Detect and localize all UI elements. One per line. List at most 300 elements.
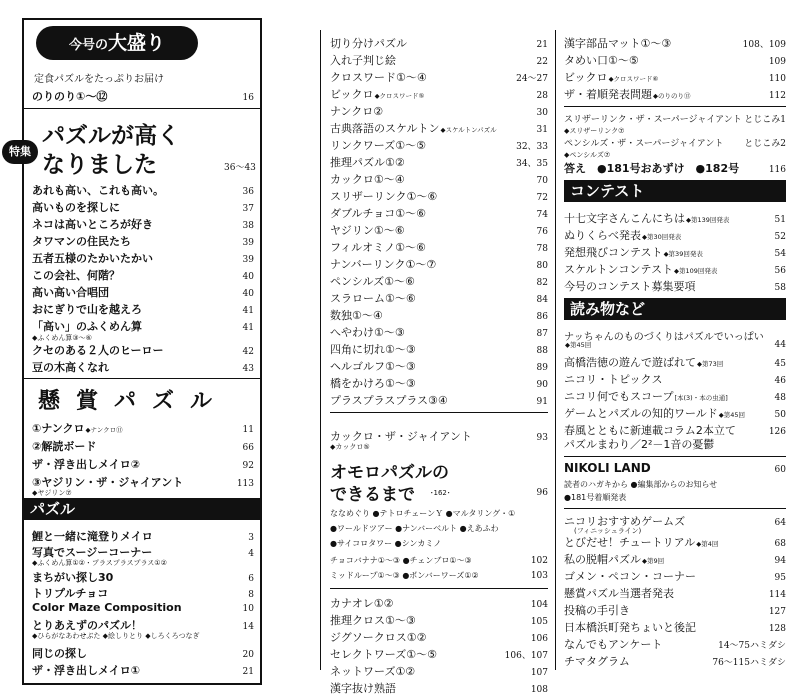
page-number: 8 <box>248 590 254 600</box>
page-number: 40 <box>242 289 254 299</box>
item-title: 推理クロス①～③ <box>330 614 416 627</box>
divider <box>330 588 548 589</box>
norinori-page: 16 <box>242 93 254 103</box>
page-number: 89 <box>536 363 548 373</box>
item-title: 春風とともに新連載コラム2本立て <box>564 424 736 437</box>
item-title: ナッちゃんのものづくりはパズルでいっぱい <box>564 332 764 343</box>
page-number: 60 <box>774 465 786 475</box>
item-title: 橋をかけろ①～③ <box>330 377 416 390</box>
list-item[interactable] <box>564 636 786 651</box>
item-title: ビックロ <box>564 71 608 84</box>
list-item[interactable] <box>330 570 548 585</box>
list-item[interactable] <box>32 359 254 374</box>
omoro-title-1: オモロパズルの <box>330 463 449 483</box>
page-number: 40 <box>242 272 254 282</box>
item-title: ネットワーズ①② <box>330 665 416 678</box>
page-number: 91 <box>536 397 548 407</box>
list-item[interactable] <box>564 227 786 242</box>
item-title: ジグソークロス①② <box>330 631 427 644</box>
list-item[interactable] <box>330 35 548 50</box>
item-title: 投稿の手引き <box>564 604 630 617</box>
list-item[interactable] <box>32 250 254 265</box>
page-number: 116 <box>768 165 786 175</box>
page-number: 94 <box>774 556 786 566</box>
page-number: 21 <box>242 667 254 677</box>
page-number: 126 <box>768 427 786 437</box>
page-number: とじこみ2 <box>744 139 786 149</box>
page-number: 44 <box>774 340 786 350</box>
item-title: チョコバナナ①～③ ●チェンブロ①～③ <box>330 556 472 565</box>
page-number: 3 <box>248 533 254 543</box>
nikoli-line: ●181号着順発表 <box>564 493 627 502</box>
omoro-title-2: できるまで <box>330 485 415 505</box>
item-note: ◆第4回 <box>696 540 719 548</box>
list-item-sub: (フィニッシュライン) <box>574 527 642 535</box>
list-item[interactable] <box>32 342 254 357</box>
list-item[interactable] <box>330 52 548 67</box>
norinori-row[interactable] <box>32 88 254 103</box>
item-title: スリザーリンク①～⑥ <box>330 190 438 203</box>
item-note: ◆クロスワード⑥ <box>608 75 659 83</box>
list-item[interactable] <box>32 585 254 600</box>
item-title: 四角に切れ①～③ <box>330 343 416 356</box>
list-item[interactable] <box>564 388 786 403</box>
item-title: プラスプラスプラス③④ <box>330 394 448 407</box>
page-number: 90 <box>536 380 548 390</box>
item-note: ◆第109回発表 <box>674 267 718 275</box>
page-number: 50 <box>774 410 786 420</box>
feature-pages: 36～43 <box>224 163 256 173</box>
list-item[interactable] <box>330 358 548 373</box>
page-number: 78 <box>536 244 548 254</box>
page-number: 107 <box>530 668 548 678</box>
list-item-sub: ◆ペンシルズ⑦ <box>564 151 611 159</box>
feature-title-1: パズルが高く <box>42 123 180 149</box>
list-item[interactable] <box>330 273 548 288</box>
item-title: 写真でスージーコーナー <box>32 546 153 559</box>
item-title: クセのある２人のヒーロー <box>32 344 164 357</box>
page-number: 20 <box>242 650 254 660</box>
list-item[interactable] <box>330 392 548 407</box>
answers-row[interactable] <box>564 160 786 175</box>
list-item[interactable] <box>330 595 548 610</box>
item-note: ◆第9回 <box>642 557 665 565</box>
page-number: 95 <box>774 573 786 583</box>
item-title: Color Maze Composition <box>32 601 182 614</box>
item-title: へやわけ①～③ <box>330 326 405 339</box>
page-number: 103 <box>530 571 548 581</box>
page-number: 39 <box>242 238 254 248</box>
item-title: スリザーリンク・ザ・スーパージャイアント <box>564 115 742 125</box>
norinori-title: のりのり①～⑫ <box>32 90 108 103</box>
list-item-sub: ◆ひらがなあわせぶた ◆絵しりとり ◆しろくろつなぎ <box>32 632 200 640</box>
list-item[interactable] <box>564 534 786 549</box>
column-divider <box>555 30 556 670</box>
item-title: ヘルゴルフ①～③ <box>330 360 416 373</box>
list-item[interactable] <box>330 205 548 220</box>
list-item[interactable] <box>32 456 254 471</box>
item-title: 切り分けパズル <box>330 37 407 50</box>
page-number: 30 <box>536 108 548 118</box>
list-item-meta <box>564 340 786 355</box>
item-title: カックロ①～④ <box>330 173 405 186</box>
page-number: 93 <box>536 433 548 443</box>
item-title: リンクワーズ①～⑤ <box>330 139 426 152</box>
item-title: 入れ子判じ絵 <box>330 54 396 67</box>
item-title: 高橋浩徳の遊んで遊ばれて <box>564 356 696 369</box>
page-number: 48 <box>774 393 786 403</box>
list-item[interactable] <box>330 612 548 627</box>
list-item-sub: ◆ヤジリン⑦ <box>32 489 72 497</box>
list-item[interactable] <box>330 646 548 661</box>
list-item[interactable] <box>564 568 786 583</box>
item-title: ナンクロ② <box>330 105 384 118</box>
list-item[interactable] <box>330 137 548 152</box>
item-title: 「高い」のふくめん算 <box>32 320 142 333</box>
list-item[interactable] <box>32 544 254 559</box>
item-note: ◆スケルトンパズル <box>440 126 497 134</box>
item-title: ペンシルズ・ザ・スーパージャイアント <box>564 139 724 149</box>
item-title: まちがい探し30 <box>32 571 114 584</box>
page-number: 11 <box>242 425 254 435</box>
item-title: クロスワード①～④ <box>330 71 427 84</box>
list-item-sub: ◆ふくめん算③～⑥ <box>32 334 92 342</box>
list-item[interactable] <box>32 318 254 333</box>
page-number: 4 <box>248 549 254 559</box>
page-number: 87 <box>536 329 548 339</box>
list-item[interactable] <box>564 619 786 634</box>
item-title: ダブルチョコ①～⑥ <box>330 207 426 220</box>
page-number: 43 <box>242 364 254 374</box>
page-number: 68 <box>774 539 786 549</box>
item-note: [本(3)・本の虫通] <box>674 394 728 402</box>
list-item[interactable] <box>564 653 786 668</box>
list-item[interactable] <box>330 663 548 678</box>
page-number: 39 <box>242 255 254 265</box>
item-title: 鯉と一緒に滝登りメイロ <box>32 530 153 543</box>
list-item[interactable] <box>330 555 548 570</box>
list-item[interactable] <box>330 680 548 695</box>
item-title: おにぎりで山を越えろ <box>32 303 142 316</box>
page-number: 64 <box>774 518 786 528</box>
contest-section-bar: コンテスト <box>564 180 786 202</box>
list-item[interactable] <box>330 341 548 356</box>
page-number: 70 <box>536 176 548 186</box>
item-title: ペンシルズ①～⑥ <box>330 275 415 288</box>
page-number: 36 <box>242 187 254 197</box>
page-number: 105 <box>530 617 548 627</box>
nikoli-land-row[interactable] <box>564 461 786 476</box>
item-title: ゲームとパズルの知的ワールド <box>564 407 718 420</box>
list-item[interactable] <box>564 69 786 84</box>
item-title: セレクトワーズ①～⑤ <box>330 648 437 661</box>
list-item-sub: ◆カックロ⑤ <box>330 443 370 451</box>
feature-title-2: なりました <box>42 152 157 178</box>
header-lead: 定食パズルをたっぷりお届け <box>34 74 164 85</box>
list-item[interactable] <box>330 188 548 203</box>
page-number: 92 <box>242 461 254 471</box>
page-number: 31 <box>536 125 548 135</box>
issue-title-big: 大盛り <box>108 32 166 54</box>
puzzle-section-bar: パズル <box>24 498 260 520</box>
list-item[interactable] <box>330 154 548 169</box>
item-title: 五者五様のたかいたかい <box>32 252 153 265</box>
page-number: 51 <box>774 215 786 225</box>
list-item[interactable] <box>330 171 548 186</box>
item-title: ニコリおすすめゲームズ <box>564 515 686 528</box>
item-title: ナンバーリンク①～⑦ <box>330 258 437 271</box>
list-item[interactable] <box>330 120 548 135</box>
item-title: タワマンの住民たち <box>32 235 131 248</box>
page-number: 38 <box>242 221 254 231</box>
item-title: 同じの探し <box>32 647 87 660</box>
list-item[interactable] <box>32 284 254 299</box>
list-item[interactable] <box>330 290 548 305</box>
item-title: ザ・浮き出しメイロ② <box>32 458 141 471</box>
column-divider <box>320 30 321 670</box>
omoro-line: ●ワールドツアー ●ナンバーベルト ●えあふわ <box>330 524 499 533</box>
page-number: 74 <box>536 210 548 220</box>
page-number: 22 <box>536 57 548 67</box>
item-title: あれも高い、これも高い。 <box>32 184 164 197</box>
item-title: チマタグラム <box>564 655 630 668</box>
page-number: 88 <box>536 346 548 356</box>
page-number: 21 <box>536 40 548 50</box>
list-item[interactable] <box>32 474 254 489</box>
list-item[interactable] <box>564 422 786 437</box>
item-title: とびだせ！チュートリアル <box>564 536 696 549</box>
page-number: 34、35 <box>516 159 548 169</box>
divider <box>24 108 260 109</box>
left-column <box>9 18 262 685</box>
page-number: 52 <box>774 232 786 242</box>
list-item[interactable] <box>32 438 254 453</box>
item-note: ◆のりのり⑬ <box>653 92 691 100</box>
item-note: ◆第45回 <box>565 341 592 349</box>
issue-title-badge <box>36 26 198 60</box>
item-title: 数独①～④ <box>330 309 383 322</box>
page-number: 14 <box>242 622 254 632</box>
page-number: 37 <box>242 204 254 214</box>
list-item[interactable] <box>330 375 548 390</box>
page-number: 112 <box>768 91 786 101</box>
item-title: ニコリ・トピックス <box>564 373 663 386</box>
list-item[interactable] <box>32 662 254 677</box>
page-number: 41 <box>242 323 254 333</box>
item-title: ミッドループ①～③ ●ボンバーワーズ①② <box>330 571 479 580</box>
page-number: 76～115ハミダシ <box>712 658 786 668</box>
item-note: ◆第30回発表 <box>642 233 682 241</box>
page-number: 10 <box>242 604 254 614</box>
item-title: ニコリ何でもスコープ <box>564 390 674 403</box>
page-number: 41 <box>242 306 254 316</box>
item-title: 古典落語のスケルトン <box>330 122 440 135</box>
item-note: ◆第39回発表 <box>663 250 703 258</box>
list-item[interactable] <box>32 301 254 316</box>
list-item[interactable] <box>564 602 786 617</box>
divider <box>564 508 786 509</box>
item-note: ◆第45回 <box>718 411 746 419</box>
item-title: 十七文字さんこんにちは <box>564 212 685 225</box>
item-title: ネコは高いところが好き <box>32 218 153 231</box>
item-title: ザ・浮き出しメイロ① <box>32 664 141 677</box>
item-title: 漢字部品マット①～③ <box>564 37 672 50</box>
page-number: 86 <box>536 312 548 322</box>
item-title: 日本橋浜町発ちょいと後記 <box>564 621 696 634</box>
list-item-sub: ◆スリザーリンク⑦ <box>564 127 625 135</box>
item-title: ③ヤジリン・ザ・ジャイアント <box>32 476 184 489</box>
page-number: 114 <box>768 590 786 600</box>
list-item[interactable] <box>564 35 786 50</box>
item-title: 懸賞パズル当選者発表 <box>564 587 674 600</box>
list-item[interactable] <box>32 233 254 248</box>
omoro-sub: ･162･ <box>430 489 451 497</box>
divider <box>24 378 260 379</box>
list-item[interactable] <box>564 551 786 566</box>
feature-badge: 特集 <box>2 140 38 164</box>
page-number: 127 <box>768 607 786 617</box>
item-title: ①ナンクロ <box>32 422 85 435</box>
list-item[interactable] <box>564 136 786 151</box>
item-title: ゴメン・ペコン・コーナー <box>564 570 696 583</box>
issue-title-pre: 今号の <box>68 38 108 53</box>
page-number: 109 <box>768 57 786 67</box>
list-item-sub: ◆ふくめん算①②・プラスプラスプラス①② <box>32 559 167 567</box>
item-title: 豆の木高くなれ <box>32 361 109 374</box>
kensho-title: 懸賞パズル <box>38 389 229 414</box>
list-item[interactable] <box>32 420 254 435</box>
item-title: なんでもアンケート <box>564 638 663 651</box>
item-title: 高いものを探しに <box>32 201 120 214</box>
list-item[interactable] <box>32 267 254 282</box>
page-number: 104 <box>530 600 548 610</box>
item-title: 私の脱帽パズル <box>564 553 641 566</box>
page-number: 82 <box>536 278 548 288</box>
page-number: 42 <box>242 347 254 357</box>
page-number: 24～27 <box>516 74 548 84</box>
list-item[interactable] <box>564 436 786 451</box>
list-item[interactable] <box>330 307 548 322</box>
page-number: 32、33 <box>516 142 548 152</box>
item-title: NIKOLI LAND <box>564 461 651 475</box>
list-item[interactable] <box>564 278 786 293</box>
divider <box>330 412 548 413</box>
kakkuro-giant[interactable] <box>330 428 548 443</box>
item-title: トリプルチョコ <box>32 587 109 600</box>
middle-column <box>330 30 548 695</box>
page-number: とじこみ1 <box>744 115 786 125</box>
divider <box>564 456 786 457</box>
page-number: 72 <box>536 193 548 203</box>
item-title: 推理パズル①② <box>330 156 405 169</box>
list-item[interactable] <box>330 103 548 118</box>
item-title: ザ・着順発表問題 <box>564 88 652 101</box>
yomi-section-bar: 読み物など <box>564 298 786 320</box>
item-title: 漢字抜け熟語 <box>330 682 396 695</box>
item-note: ◆第139回発表 <box>686 216 730 224</box>
page-number: 76 <box>536 227 548 237</box>
list-item[interactable] <box>564 112 786 127</box>
page-number: 56 <box>774 266 786 276</box>
list-item[interactable] <box>32 617 254 632</box>
omoro-page: 96 <box>536 488 548 498</box>
list-item[interactable] <box>330 324 548 339</box>
page-number: 106、107 <box>504 651 548 661</box>
list-item[interactable] <box>32 216 254 231</box>
item-title: フィルオミノ①～⑥ <box>330 241 426 254</box>
page-number: 102 <box>530 556 548 566</box>
list-item[interactable] <box>564 261 786 276</box>
list-item[interactable] <box>32 569 254 584</box>
page-number: 84 <box>536 295 548 305</box>
omoro-line: ななめぐり ●テトロチェーンＹ ●マルタリング・① <box>330 509 516 518</box>
item-title: スラローム①～⑥ <box>330 292 416 305</box>
right-column <box>564 30 786 687</box>
list-item[interactable] <box>32 182 254 197</box>
list-item[interactable] <box>32 601 254 616</box>
list-item[interactable] <box>330 256 548 271</box>
page-number: 14～75ハミダシ <box>718 641 786 651</box>
item-title: パズルまわり／2²－1音の憂鬱 <box>564 438 715 451</box>
page-number: 113 <box>236 479 254 489</box>
list-item[interactable] <box>564 405 786 420</box>
page-number: 66 <box>242 443 254 453</box>
item-title: 今号のコンテスト募集要項 <box>564 280 696 293</box>
page-number: 54 <box>774 249 786 259</box>
page-number: 28 <box>536 91 548 101</box>
page-number: 58 <box>774 283 786 293</box>
list-item[interactable] <box>564 585 786 600</box>
item-title: 答え ●181号おあずけ ●182号 <box>564 162 740 175</box>
item-note: ◆クロスワード⑤ <box>374 92 425 100</box>
page-number: 110 <box>768 74 786 84</box>
page-number: 106 <box>530 634 548 644</box>
list-item[interactable] <box>330 629 548 644</box>
omoro-line: ●サイコロタワー ●シンカミノ <box>330 539 442 548</box>
list-item[interactable] <box>330 239 548 254</box>
page-number: 45 <box>774 359 786 369</box>
list-item[interactable] <box>564 86 786 101</box>
page-number: 128 <box>768 624 786 634</box>
list-item[interactable] <box>564 52 786 67</box>
item-title: ビックロ <box>330 88 374 101</box>
page-number: 6 <box>248 574 254 584</box>
divider <box>564 106 786 107</box>
item-title: ②解読ボード <box>32 440 97 453</box>
item-title: カックロ・ザ・ジャイアント <box>330 430 472 443</box>
list-item[interactable] <box>564 354 786 369</box>
list-item[interactable] <box>564 210 786 225</box>
item-title: カナオレ①② <box>330 597 394 610</box>
list-item[interactable] <box>32 645 254 660</box>
list-item[interactable] <box>564 371 786 386</box>
item-title: スケルトンコンテスト <box>564 263 674 276</box>
item-title: タめい口①～⑤ <box>564 54 639 67</box>
list-item[interactable] <box>330 86 548 101</box>
nikoli-line: 読者のハガキから ●編集部からのお知らせ <box>564 480 718 489</box>
page-number: 80 <box>536 261 548 271</box>
list-item[interactable] <box>32 528 254 543</box>
list-item[interactable] <box>32 199 254 214</box>
item-note: ◆第73回 <box>697 360 724 368</box>
item-title: ヤジリン①～⑥ <box>330 224 405 237</box>
list-item[interactable] <box>330 222 548 237</box>
item-note: ◆ナンクロ⑪ <box>85 426 123 434</box>
list-item[interactable] <box>564 244 786 259</box>
page-number: 108 <box>530 685 548 695</box>
list-item[interactable] <box>330 69 548 84</box>
item-title: この会社、何階？ <box>32 269 120 282</box>
